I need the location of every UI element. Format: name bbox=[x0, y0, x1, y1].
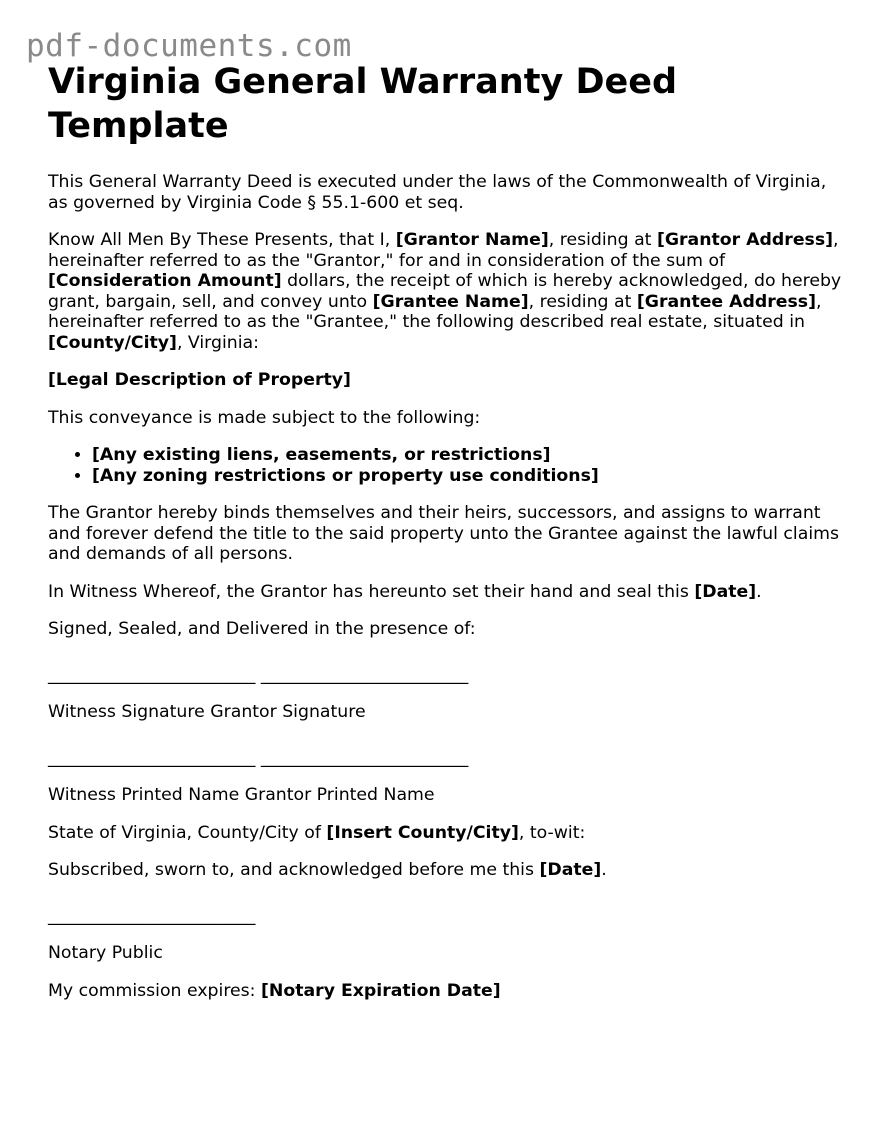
signed-sealed-text: Signed, Sealed, and Delivered in the presence of: bbox=[48, 619, 476, 639]
grantee-name-field: [Grantee Name] bbox=[372, 291, 529, 312]
signature-lines: ________________________ ________________________ bbox=[48, 664, 469, 685]
subscribed-line: Subscribed, sworn to, and acknowledged before me this [Date]. bbox=[48, 860, 607, 880]
document-title bbox=[48, 60, 848, 148]
grantor-name-field: [Grantor Name] bbox=[395, 230, 549, 250]
expiration-date-field: [Notary Expiration Date] bbox=[261, 980, 501, 1001]
printed-name-labels: Witness Printed Name Grantor Printed Name bbox=[48, 785, 435, 805]
title-line-1: Virginia General Warranty Deed bbox=[48, 62, 678, 102]
notary-date-field: [Date] bbox=[539, 860, 602, 880]
commission-line: My commission expires: [Notary Expiration Date] bbox=[48, 980, 501, 1001]
grantor-address-field: [Grantor Address] bbox=[656, 230, 834, 250]
notary-label: Notary Public bbox=[48, 943, 163, 963]
signature-labels: Witness Signature Grantor Signature bbox=[48, 702, 366, 722]
notary-signature-line: ________________________ bbox=[48, 905, 256, 926]
grantee-address-field: [Grantee Address] bbox=[636, 291, 816, 312]
subject-intro: This conveyance is made subject to the following: bbox=[48, 407, 481, 428]
state-county-line: State of Virginia, County/City of [Insert County/City], to-wit: bbox=[48, 822, 586, 843]
watermark: pdf-documents.com bbox=[26, 28, 352, 64]
printed-name-lines: ________________________ ________________________ bbox=[48, 747, 469, 768]
intro-paragraph: This General Warranty Deed is executed under the laws of the Commonwealth of Virginia, as governed by Virginia Code § 55.1-600 et seq. bbox=[48, 172, 827, 213]
consideration-field: [Consideration Amount] bbox=[48, 271, 282, 291]
date-field: [Date] bbox=[694, 581, 757, 602]
witness-whereof: In Witness Whereof, the Grantor has hereunto set their hand and seal this [Date]. bbox=[48, 581, 762, 602]
legal-description: [Legal Description of Property] bbox=[48, 370, 351, 390]
document-body bbox=[48, 60, 848, 1001]
county-field: [County/City] bbox=[48, 332, 177, 353]
list-item: • [Any existing liens, easements, or restrictions] bbox=[92, 445, 848, 466]
insert-county-field: [Insert County/City] bbox=[326, 822, 519, 843]
warranty-paragraph: The Grantor hereby binds themselves and their heirs, successors, and assigns to warrant and forever defend the title to the said property unto the Grantee against the lawful claims and demands of all persons. bbox=[48, 503, 839, 564]
list-item: • [Any zoning restrictions or property use conditions] bbox=[92, 466, 848, 487]
title-line-2: Template bbox=[48, 106, 229, 146]
conveyance-paragraph: Know All Men By These Presents, that I, [Grantor Name], residing at [Grantor Address], hereinafter referred to as the "Grantor," for and in consideration of the sum of [Consideration Amount] dollars, the receipt of which is hereby acknowledged, do hereby grant, bargain, sell, and convey unto [Grantee Name], residing at [Grantee Address], hereinafter referred to as the "Grantee," the following described real estate, situated in [County/City], Virginia: bbox=[48, 230, 842, 353]
conditions-list bbox=[48, 445, 848, 486]
